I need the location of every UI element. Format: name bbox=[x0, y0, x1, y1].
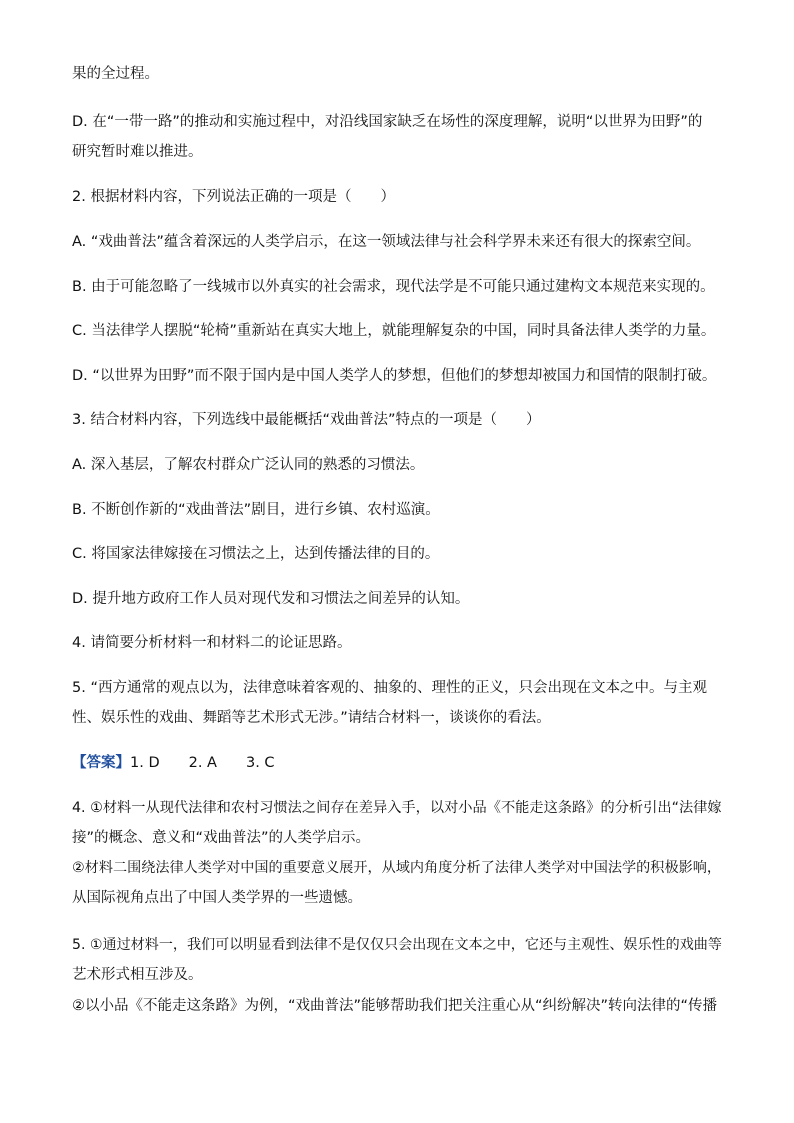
text-line: 艺术形式相互涉及。 bbox=[72, 967, 203, 983]
answer-line bbox=[72, 753, 275, 773]
answer-4: 4. ①材料一从现代法律和农村习惯法之间存在差异入手，以对小品《不能走这条路》的分析引出“法律嫁 bbox=[72, 800, 722, 816]
text-line: D. 在“一带一路”的推动和实施过程中，对沿线国家缺乏在场性的深度理解，说明“以世界为田野”的 bbox=[72, 114, 703, 130]
question-4: 4. 请简要分析材料一和材料二的论证思路。 bbox=[72, 635, 352, 651]
answer-5: 5. ①通过材料一，我们可以明显看到法律不是仅仅只会出现在文本之中，它还与主观性、娱乐性的戏曲等 bbox=[72, 937, 722, 953]
option-c: C. 将国家法律嫁接在习惯法之上，达到传播法律的目的。 bbox=[72, 546, 440, 562]
text-line: 研究暂时难以推进。 bbox=[72, 144, 203, 160]
text-line: 从国际视角点出了中国人类学界的一些遗憾。 bbox=[72, 890, 362, 906]
text-line: 接”的概念、意义和“戏曲普法”的人类学启示。 bbox=[72, 830, 371, 846]
text-line: ②以小品《不能走这条路》为例，“戏曲普法”能够帮助我们把关注重心从“纠纷解决”转向法律的“传播 bbox=[72, 998, 718, 1014]
option-c: C. 当法律学人摆脱“轮椅”重新站在真实大地上，就能理解复杂的中国，同时具备法律人类学的力量。 bbox=[72, 323, 716, 339]
option-a: A. “戏曲普法”蕴含着深远的人类学启示，在这一领域法律与社会科学界未来还有很大的探索空间。 bbox=[72, 234, 701, 250]
text-line: 果的全过程。 bbox=[72, 66, 159, 82]
option-a: A. 深入基层，了解农村群众广泛认同的熟悉的习惯法。 bbox=[72, 457, 425, 473]
option-b: B. 由于可能忽略了一线城市以外真实的社会需求，现代法学是不可能只通过建构文本规范来实现的。 bbox=[72, 279, 715, 295]
text-line: ②材料二围绕法律人类学对中国的重要意义展开，从域内角度分析了法律人类学对中国法学的积极影响， bbox=[72, 860, 722, 876]
question-2: 2. 根据材料内容，下列说法正确的一项是（ ） bbox=[72, 189, 395, 205]
answer-label: 【答案】 bbox=[72, 755, 130, 771]
text-line: 性、娱乐性的戏曲、舞蹈等艺术形式无涉。”请结合材料一，谈谈你的看法。 bbox=[72, 710, 551, 726]
option-d: D. “以世界为田野”而不限于国内是中国人类学人的梦想，但他们的梦想却被国力和国情的限制打破。 bbox=[72, 368, 717, 384]
question-3: 3. 结合材料内容，下列选线中最能概括“戏曲普法”特点的一项是（ ） bbox=[72, 412, 541, 428]
answer-keys: 1. D 2. A 3. C bbox=[130, 755, 275, 771]
option-b: B. 不断创作新的“戏曲普法”剧目，进行乡镇、农村巡演。 bbox=[72, 502, 440, 518]
option-d: D. 提升地方政府工作人员对现代发和习惯法之间差异的认知。 bbox=[72, 591, 470, 607]
question-5: 5. “西方通常的观点以为，法律意味着客观的、抽象的、理性的正义，只会出现在文本之中。与主观 bbox=[72, 680, 707, 696]
